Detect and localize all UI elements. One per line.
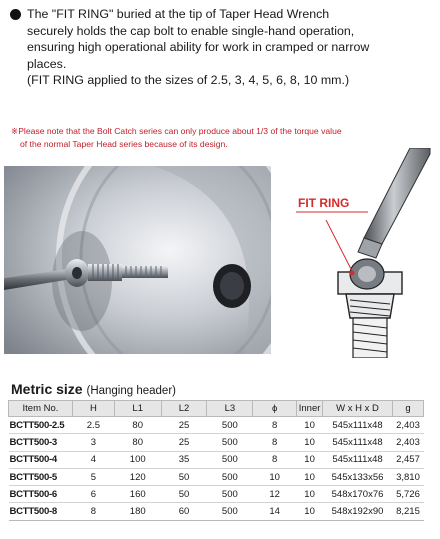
cell-l1: 80	[114, 417, 161, 434]
col-header-inner: Inner	[297, 401, 323, 417]
cell-dimensions: 545x111x48	[323, 434, 393, 451]
cell-item-no: BCTT500-3	[9, 434, 73, 451]
cell-l2: 50	[161, 486, 207, 503]
col-header-l3: L3	[207, 401, 253, 417]
cell-diameter: 8	[253, 434, 297, 451]
cell-diameter: 10	[253, 468, 297, 485]
table-row	[9, 468, 424, 485]
cell-weight: 2,457	[392, 451, 423, 468]
cell-l2: 35	[161, 451, 207, 468]
metric-title: Metric size	[11, 381, 83, 397]
col-header-l1: L1	[114, 401, 161, 417]
cell-l3: 500	[207, 417, 253, 434]
cell-l1: 120	[114, 468, 161, 485]
note-line: ※Please note that the Bolt Catch series can only produce about 1/3 of the torque value	[11, 126, 342, 136]
cell-h: 3	[72, 434, 114, 451]
intro-line: securely holds the cap bolt to enable single-hand operation,	[27, 23, 355, 38]
cell-l2: 60	[161, 503, 207, 520]
intro-line: The "FIT RING" buried at the tip of Taper Head Wrench	[27, 7, 330, 21]
cell-l2: 25	[161, 434, 207, 451]
cell-h: 6	[72, 486, 114, 503]
bullet-icon	[10, 9, 21, 20]
cell-l3: 500	[207, 468, 253, 485]
cell-dimensions: 548x170x76	[323, 486, 393, 503]
cell-l1: 180	[114, 503, 161, 520]
cell-dimensions: 545x111x48	[323, 451, 393, 468]
table-row	[9, 417, 424, 434]
cell-h: 2.5	[72, 417, 114, 434]
cell-l3: 500	[207, 434, 253, 451]
cell-inner: 10	[297, 486, 323, 503]
col-header-weight: g	[392, 401, 423, 417]
cell-item-no: BCTT500-4	[9, 451, 73, 468]
col-header-l2: L2	[161, 401, 207, 417]
intro-line: places.	[27, 56, 67, 71]
cell-inner: 10	[297, 503, 323, 520]
cell-dimensions: 548x192x90	[323, 503, 393, 520]
table-header-row	[9, 401, 424, 417]
cell-dimensions: 545x111x48	[323, 417, 393, 434]
table-row	[9, 451, 424, 468]
table-row	[9, 503, 424, 520]
cell-weight: 8,215	[392, 503, 423, 520]
cell-inner: 10	[297, 468, 323, 485]
cell-l1: 160	[114, 486, 161, 503]
cell-weight: 2,403	[392, 417, 423, 434]
cell-weight: 3,810	[392, 468, 423, 485]
wrench-shaft	[358, 148, 430, 258]
spec-table	[8, 400, 424, 521]
cell-diameter: 8	[253, 451, 297, 468]
ball-tip	[350, 259, 384, 289]
callout-leader-line	[326, 220, 352, 271]
cell-dimensions: 545x133x56	[323, 468, 393, 485]
col-header-item: Item No.	[9, 401, 73, 417]
col-header-diameter: ϕ	[253, 401, 297, 417]
cell-item-no: BCTT500-6	[9, 486, 73, 503]
cell-inner: 10	[297, 434, 323, 451]
cell-diameter: 8	[253, 417, 297, 434]
metric-size-heading	[11, 381, 176, 397]
cell-l2: 50	[161, 468, 207, 485]
cell-h: 4	[72, 451, 114, 468]
cell-h: 8	[72, 503, 114, 520]
intro-sizes-line: (FIT RING applied to the sizes of 2.5, 3, 4, 5, 6, 8, 10 mm.)	[27, 73, 350, 87]
cell-l3: 500	[207, 503, 253, 520]
cell-l1: 100	[114, 451, 161, 468]
intro-line: ensuring high operational ability for work in cramped or narrow	[27, 40, 370, 54]
intro-paragraph	[10, 6, 436, 89]
metric-subtitle: (Hanging header)	[86, 385, 176, 397]
fit-ring-diagram	[286, 148, 436, 358]
cell-item-no: BCTT500-8	[9, 503, 73, 520]
cell-weight: 2,403	[392, 434, 423, 451]
cell-l3: 500	[207, 451, 253, 468]
cell-h: 5	[72, 468, 114, 485]
cell-l3: 500	[207, 486, 253, 503]
table-row	[9, 434, 424, 451]
product-photo	[4, 166, 271, 354]
cell-item-no: BCTT500-2.5	[9, 417, 73, 434]
fit-ring-callout: FIT RING	[298, 196, 350, 210]
cell-diameter: 14	[253, 503, 297, 520]
cell-item-no: BCTT500-5	[9, 468, 73, 485]
note-line: of the normal Taper Head series because of its design.	[20, 139, 228, 149]
col-header-h: H	[72, 401, 114, 417]
cell-inner: 10	[297, 417, 323, 434]
table-row	[9, 486, 424, 503]
cell-diameter: 12	[253, 486, 297, 503]
fit-ring-marker	[350, 271, 355, 276]
cell-weight: 5,726	[392, 486, 423, 503]
cell-inner: 10	[297, 451, 323, 468]
col-header-dimensions: W x H x D	[323, 401, 393, 417]
cell-l1: 80	[114, 434, 161, 451]
cell-l2: 25	[161, 417, 207, 434]
